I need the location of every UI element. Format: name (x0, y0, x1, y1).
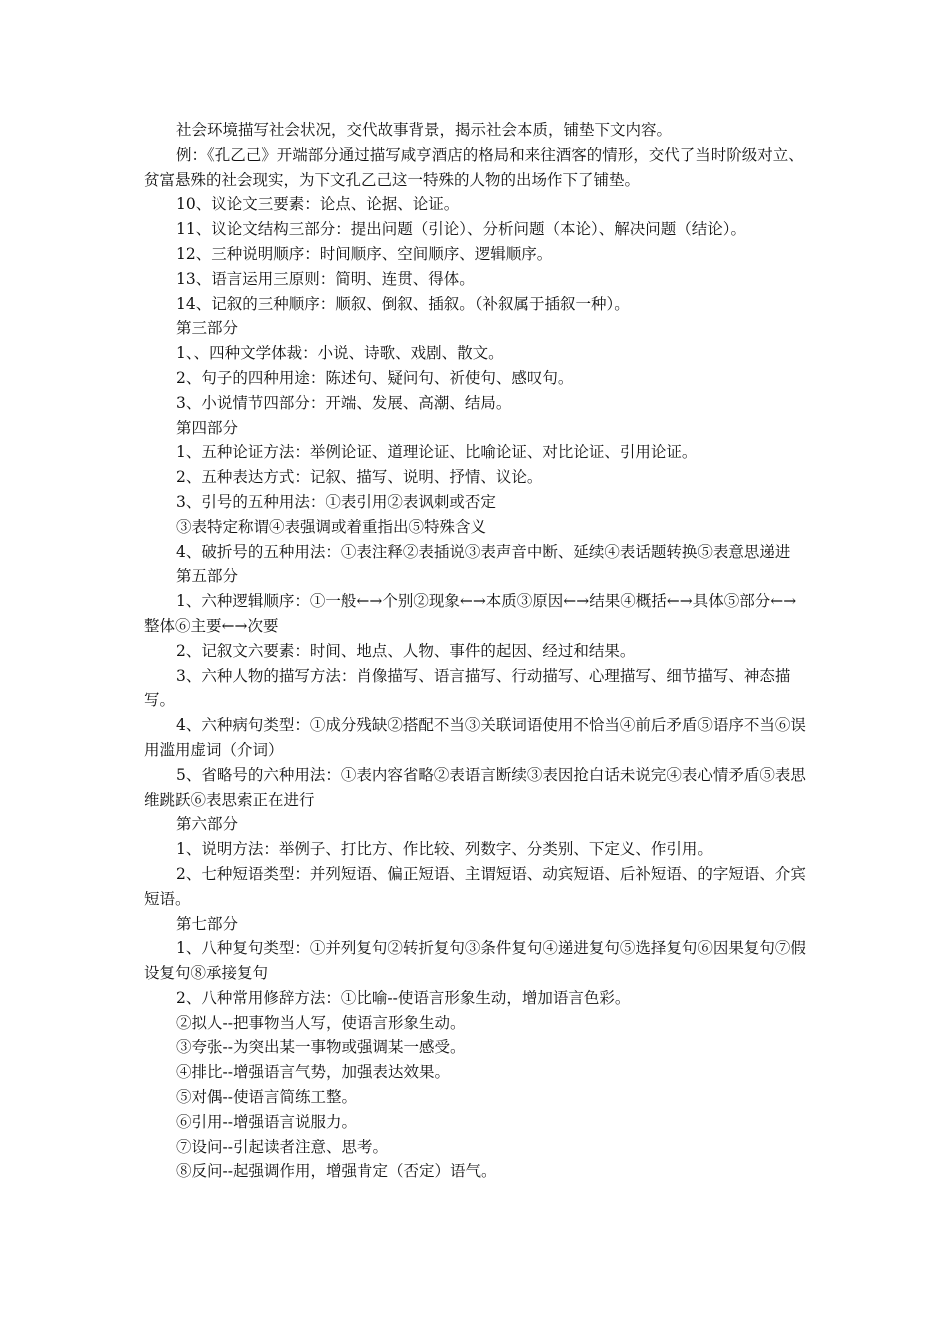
paragraph: 3、引号的五种用法：①表引用②表讽刺或否定 (176, 492, 496, 511)
paragraph: 5、省略号的六种用法：①表内容省略②表语言断续③表因抢白话未说完④表心情矛盾⑤表思维跳跃⑥表思索正在进行 (144, 765, 806, 809)
paragraph: 2、五种表达方式：记叙、描写、说明、抒情、议论。 (176, 468, 543, 487)
paragraph: 2、记叙文六要素：时间、地点、人物、事件的起因、经过和结果。 (176, 641, 636, 660)
paragraph: 3、小说情节四部分：开端、发展、高潮、结局。 (176, 393, 512, 412)
section-heading: 第六部分 (176, 815, 239, 834)
paragraph: 1、、四种文学体裁：小说、诗歌、戏剧、散文。 (176, 344, 504, 363)
section-heading: 第七部分 (176, 914, 239, 933)
paragraph: ⑦设问--引起读者注意、思考。 (176, 1137, 388, 1156)
paragraph: ③夸张--为突出某一事物或强调某一感受。 (176, 1038, 466, 1057)
paragraph: ④排比--增强语言气势，加强表达效果。 (176, 1063, 450, 1082)
paragraph: 2、七种短语类型：并列短语、偏正短语、主谓短语、动宾短语、后补短语、的字短语、介宾短语。 (144, 864, 806, 908)
paragraph: 例：《孔乙己》开端部分通过描写咸亨酒店的格局和来往酒客的情形，交代了当时阶级对立、贫富悬殊的社会现实，为下文孔乙己这一特殊的人物的出场作下了铺垫。 (144, 145, 804, 189)
section-heading: 第五部分 (176, 567, 239, 586)
paragraph: 1、说明方法：举例子、打比方、作比较、列数字、分类别、下定义、作引用。 (176, 840, 713, 859)
paragraph: ⑧反问--起强调作用，增强肯定（否定）语气。 (176, 1162, 497, 1181)
paragraph: 3、六种人物的描写方法：肖像描写、语言描写、行动描写、心理描写、细节描写、神态描写。 (144, 666, 791, 710)
paragraph: 14、记叙的三种顺序：顺叙、倒叙、插叙。（补叙属于插叙一种）。 (176, 294, 630, 313)
paragraph: 4、破折号的五种用法：①表注释②表插说③表声音中断、延续④表话题转换⑤表意思递进 (176, 542, 791, 561)
paragraph: 社会环境描写社会状况，交代故事背景，揭示社会本质，铺垫下文内容。 (176, 121, 673, 139)
section-heading: 第四部分 (176, 418, 239, 437)
paragraph: 10、议论文三要素：论点、论据、论证。 (176, 195, 460, 214)
paragraph: 13、语言运用三原则：简明、连贯、得体。 (176, 269, 475, 288)
paragraph: 4、六种病句类型：①成分残缺②搭配不当③关联词语使用不恰当④前后矛盾⑤语序不当⑥误用滥用虚词（介词） (144, 716, 806, 759)
document-page (144, 118, 808, 1184)
section-heading: 第三部分 (176, 319, 239, 338)
paragraph: 11、议论文结构三部分：提出问题（引论）、分析问题（本论）、解决问题（结论）。 (176, 220, 746, 239)
paragraph: ③表特定称谓④表强调或着重指出⑤特殊含义 (176, 517, 487, 536)
paragraph: 1、八种复句类型：①并列复句②转折复句③条件复句④递进复句⑤选择复句⑥因果复句⑦假设复句⑧承接复句 (144, 939, 806, 983)
paragraph: ⑥引用--增强语言说服力。 (176, 1112, 357, 1131)
paragraph: 12、三种说明顺序：时间顺序、空间顺序、逻辑顺序。 (176, 244, 553, 263)
paragraph: 2、句子的四种用途：陈述句、疑问句、祈使句、感叹句。 (176, 368, 574, 387)
paragraph: 1、六种逻辑顺序：①一般←→个别②现象←→本质③原因←→结果④概括←→具体⑤部分←→整体⑥主要←→次要 (144, 592, 797, 635)
document-body (144, 118, 808, 1184)
paragraph: ⑤对偶--使语言简练工整。 (176, 1088, 357, 1107)
paragraph: 2、八种常用修辞方法：①比喻--使语言形象生动，增加语言色彩。 (176, 988, 631, 1007)
paragraph: 1、五种论证方法：举例论证、道理论证、比喻论证、对比论证、引用论证。 (176, 443, 698, 462)
paragraph: ②拟人--把事物当人写，使语言形象生动。 (176, 1013, 466, 1032)
